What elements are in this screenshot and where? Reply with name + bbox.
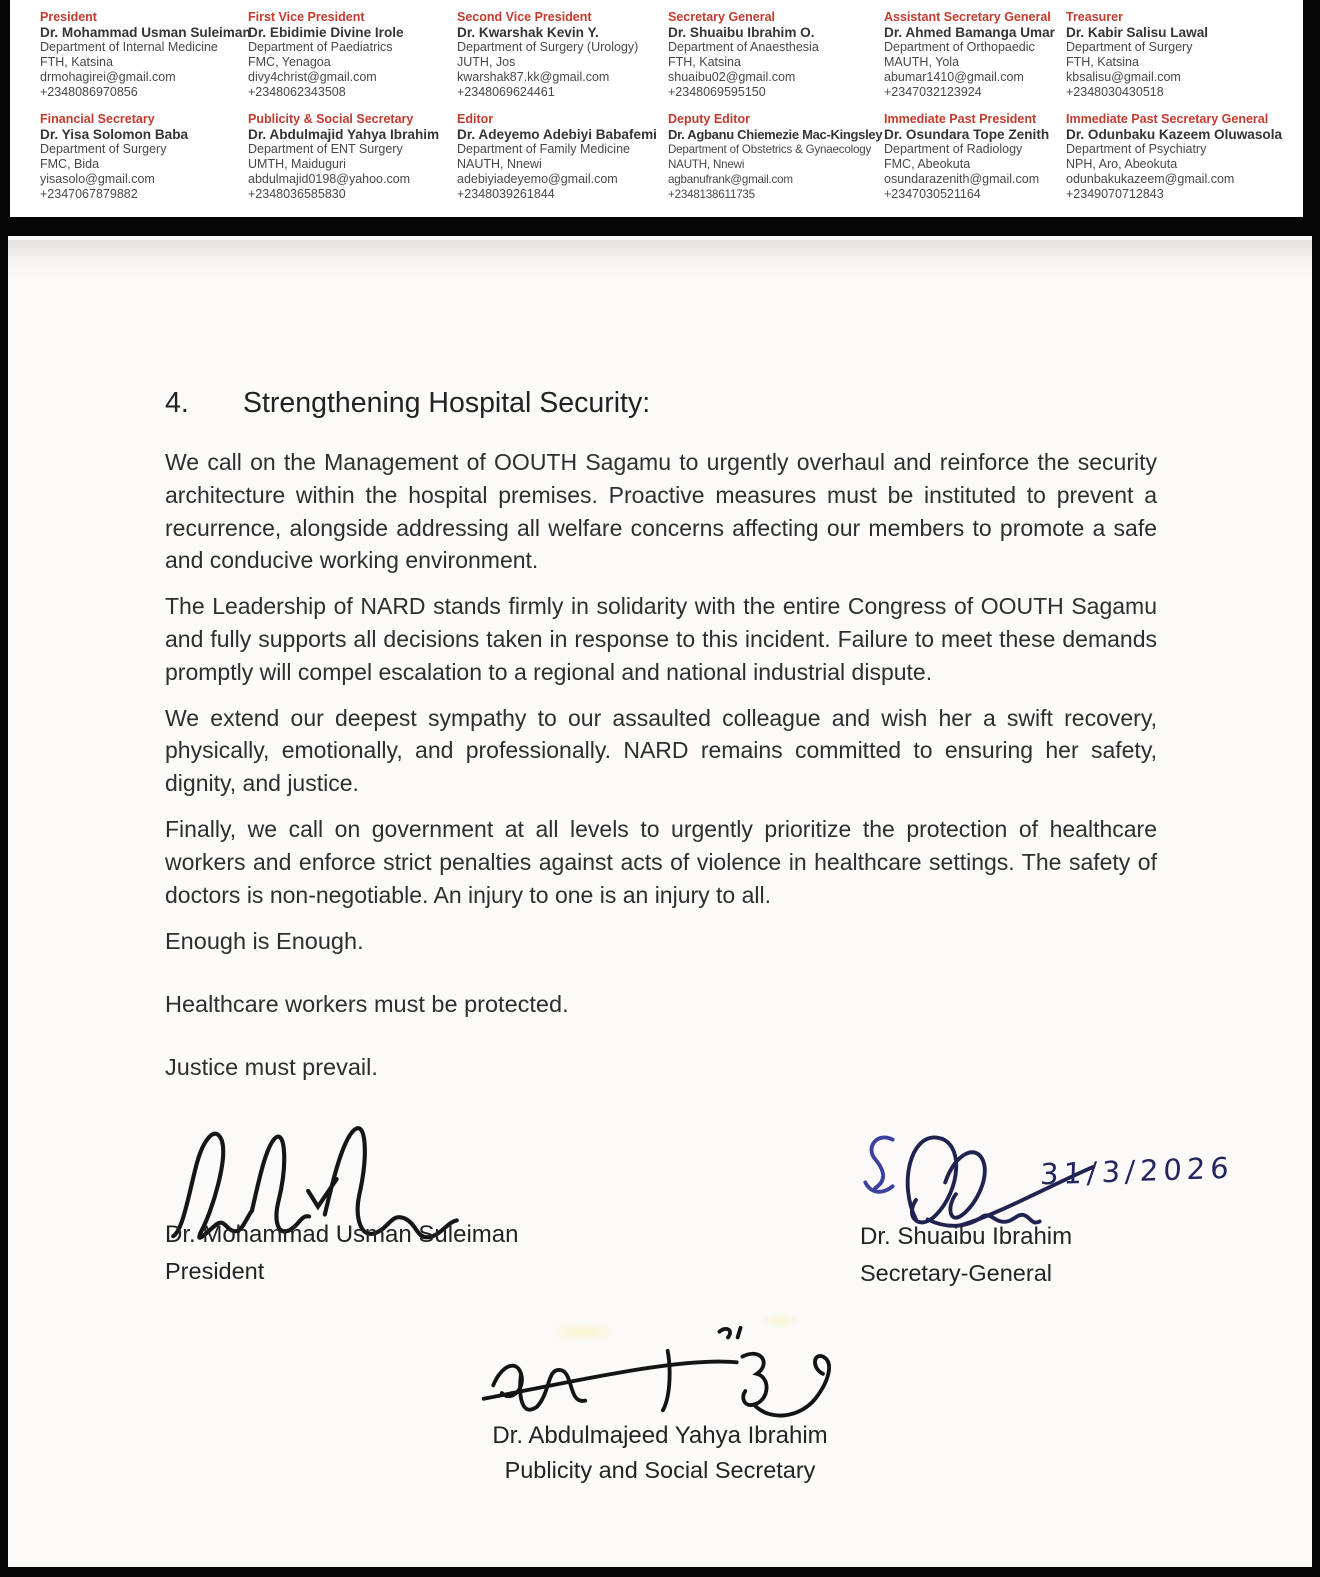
officer-phone: +2348036585830 <box>248 187 346 201</box>
officer-institution: MAUTH, Yola <box>884 55 960 69</box>
officer-email: kwarshak87.kk@gmail.com <box>457 70 610 84</box>
paragraph-sympathy: We extend our deepest sympathy to our assaulted colleague and wish her a swift recovery, physically, emotionally, and professionally. NARD remains committed to ensuring her safety, dignity, and justice. <box>165 704 1157 797</box>
officer-email: adebiyiadeyemo@gmail.com <box>457 172 618 186</box>
officer-email: divy4christ@gmail.com <box>248 70 377 84</box>
officer-name: Dr. Kwarshak Kevin Y. <box>457 25 599 40</box>
paragraph-solidarity: The Leadership of NARD stands firmly in solidarity with the entire Congress of OOUTH Sagamu and fully supports all decisions taken in response to this incident. Failure to meet these demands promptly will compel escalation to a regional and national industrial dispute. <box>165 593 1157 685</box>
officer-institution: FTH, Katsina <box>668 55 741 69</box>
signature-name: Dr. Shuaibu Ibrahim <box>860 1223 1073 1250</box>
officer-name: Dr. Mohammad Usman Suleiman <box>40 25 251 40</box>
officers-grid <box>10 0 1303 202</box>
signature-title: Publicity and Social Secretary <box>504 1457 816 1483</box>
officer-institution: JUTH, Jos <box>457 55 516 69</box>
officer-institution: FMC, Abeokuta <box>884 157 971 171</box>
signature-date: 31/3/2026 <box>1039 1150 1235 1192</box>
officer-role: Assistant Secretary General <box>884 10 1051 24</box>
officer-dept: Department of Surgery <box>1066 40 1193 54</box>
officer-role: Financial Secretary <box>40 112 155 126</box>
officer-role: Immediate Past President <box>884 112 1037 126</box>
section-heading <box>165 386 1157 420</box>
officer-institution: NPH, Aro, Abeokuta <box>1066 157 1178 171</box>
section-number: 4. <box>165 387 189 419</box>
officer-role: Treasurer <box>1066 10 1123 24</box>
officer-role: Editor <box>457 112 494 126</box>
officer-dept: Department of ENT Surgery <box>248 142 403 156</box>
officer-dept: Department of Anaesthesia <box>668 40 819 54</box>
officer-role: Deputy Editor <box>668 112 750 126</box>
signature-name: Dr. Abdulmajeed Yahya Ibrahim <box>492 1422 828 1449</box>
officer-email: drmohagirei@gmail.com <box>40 70 176 84</box>
officer-role: President <box>40 10 97 24</box>
officer-card-second-vp <box>457 10 668 100</box>
officer-email: agbanufrank@gmail.com <box>668 173 793 186</box>
officer-name: Dr. Kabir Salisu Lawal <box>1066 25 1209 40</box>
officer-phone: +2348062343508 <box>248 85 346 99</box>
officer-name: Dr. Abdulmajid Yahya Ibrahim <box>248 127 440 142</box>
officer-dept: Department of Surgery (Urology) <box>457 40 639 54</box>
statement-protected: Healthcare workers must be protected. <box>165 991 569 1018</box>
statement-enough: Enough is Enough. <box>165 928 364 955</box>
officer-card-secretary-general <box>668 10 884 100</box>
letter-body <box>8 236 1312 1567</box>
officer-phone: +2348039261844 <box>457 187 555 201</box>
scan-shading <box>8 240 1312 282</box>
officer-email: odunbakukazeem@gmail.com <box>1066 172 1235 186</box>
officer-card-treasurer <box>1066 10 1293 100</box>
officer-email: abumar1410@gmail.com <box>884 70 1024 84</box>
officer-institution: NAUTH, Nnewi <box>668 158 745 171</box>
officer-dept: Department of Internal Medicine <box>40 40 218 54</box>
officer-name: Dr. Yisa Solomon Baba <box>40 127 189 142</box>
officer-card-financial-secretary <box>40 112 248 202</box>
officer-phone: +2347032123924 <box>884 85 982 99</box>
officer-phone: +2348069624461 <box>457 85 555 99</box>
officer-card-deputy-editor <box>668 112 884 202</box>
officer-card-past-president <box>884 112 1066 202</box>
officer-email: shuaibu02@gmail.com <box>668 70 796 84</box>
signature-title: Secretary-General <box>860 1260 1052 1286</box>
publicity-signature-block <box>8 1324 1312 1485</box>
officer-role: Secretary General <box>668 10 776 24</box>
statement-justice: Justice must prevail. <box>165 1054 378 1081</box>
officer-institution: FTH, Katsina <box>40 55 113 69</box>
officer-email: yisasolo@gmail.com <box>40 172 155 186</box>
officer-card-past-secretary-general <box>1066 112 1293 202</box>
officer-phone: +2348030430518 <box>1066 85 1164 99</box>
officer-institution: FTH, Katsina <box>1066 55 1139 69</box>
officer-name: Dr. Osundara Tope Zenith <box>884 127 1050 142</box>
officer-name: Dr. Agbanu Chiemezie Mac-Kingsley <box>668 127 883 142</box>
officer-phone: +2347067879882 <box>40 187 138 201</box>
section-title: Strengthening Hospital Security: <box>243 387 651 419</box>
officer-card-editor <box>457 112 668 202</box>
officer-card-president <box>40 10 251 100</box>
officer-role: Publicity & Social Secretary <box>248 112 414 126</box>
officer-institution: NAUTH, Nnewi <box>457 157 542 171</box>
officer-name: Dr. Ahmed Bamanga Umar <box>884 25 1055 40</box>
officer-role: First Vice President <box>248 10 365 24</box>
signature-name: Dr. Mohammad Usman Suleiman <box>165 1221 519 1248</box>
officer-dept: Department of Orthopaedic <box>884 40 1035 54</box>
officer-role: Second Vice President <box>457 10 592 24</box>
officer-dept: Department of Family Medicine <box>457 142 630 156</box>
officer-phone: +2349070712843 <box>1066 187 1164 201</box>
officer-phone: +2348138611735 <box>668 188 755 201</box>
officer-email: kbsalisu@gmail.com <box>1066 70 1181 84</box>
officer-name: Dr. Ebidimie Divine Irole <box>248 25 404 40</box>
officer-institution: FMC, Bida <box>40 157 100 171</box>
officer-email: abdulmajid0198@yahoo.com <box>248 172 411 186</box>
officer-dept: Department of Radiology <box>884 142 1023 156</box>
officer-card-asst-secretary-general <box>884 10 1066 100</box>
officer-email: osundarazenith@gmail.com <box>884 172 1040 186</box>
officer-name: Dr. Adeyemo Adebiyi Babafemi <box>457 127 657 142</box>
signature-title: President <box>165 1258 265 1284</box>
letter-content <box>165 386 1157 1084</box>
officer-institution: FMC, Yenagoa <box>248 55 331 69</box>
paragraph-security: We call on the Management of OOUTH Sagamu to urgently overhaul and reinforce the security architecture within the hospital premises. Proactive measures must be instituted to prevent a recurrence, alongside addressing all welfare concerns affecting our members to promote a safe and conducive working environment. <box>165 449 1157 574</box>
officer-dept: Department of Paediatrics <box>248 40 393 54</box>
officer-dept: Department of Obstetrics & Gynaecology <box>668 143 872 156</box>
secretary-signature-block <box>860 1124 1280 1288</box>
officer-phone: +2347030521164 <box>884 187 981 201</box>
paragraph-government: Finally, we call on government at all levels to urgently prioritize the protection of healthcare workers and enforce strict penalties against acts of violence in healthcare settings. The safety of doctors is non-negotiable. An injury to one is an injury to all. <box>165 815 1157 908</box>
officer-phone: +2348069595150 <box>668 85 766 99</box>
officer-name: Dr. Odunbaku Kazeem Oluwasola <box>1066 127 1283 142</box>
officer-institution: UMTH, Maiduguri <box>248 157 346 171</box>
officer-phone: +2348086970856 <box>40 85 138 99</box>
officer-name: Dr. Shuaibu Ibrahim O. <box>668 25 815 40</box>
letterhead <box>10 0 1303 217</box>
officer-dept: Department of Surgery <box>40 142 167 156</box>
officer-role: Immediate Past Secretary General <box>1066 112 1269 126</box>
officer-card-first-vp <box>248 10 457 100</box>
officer-card-publicity-secretary <box>248 112 457 202</box>
officer-dept: Department of Psychiatry <box>1066 142 1207 156</box>
president-signature-block <box>165 1118 518 1286</box>
